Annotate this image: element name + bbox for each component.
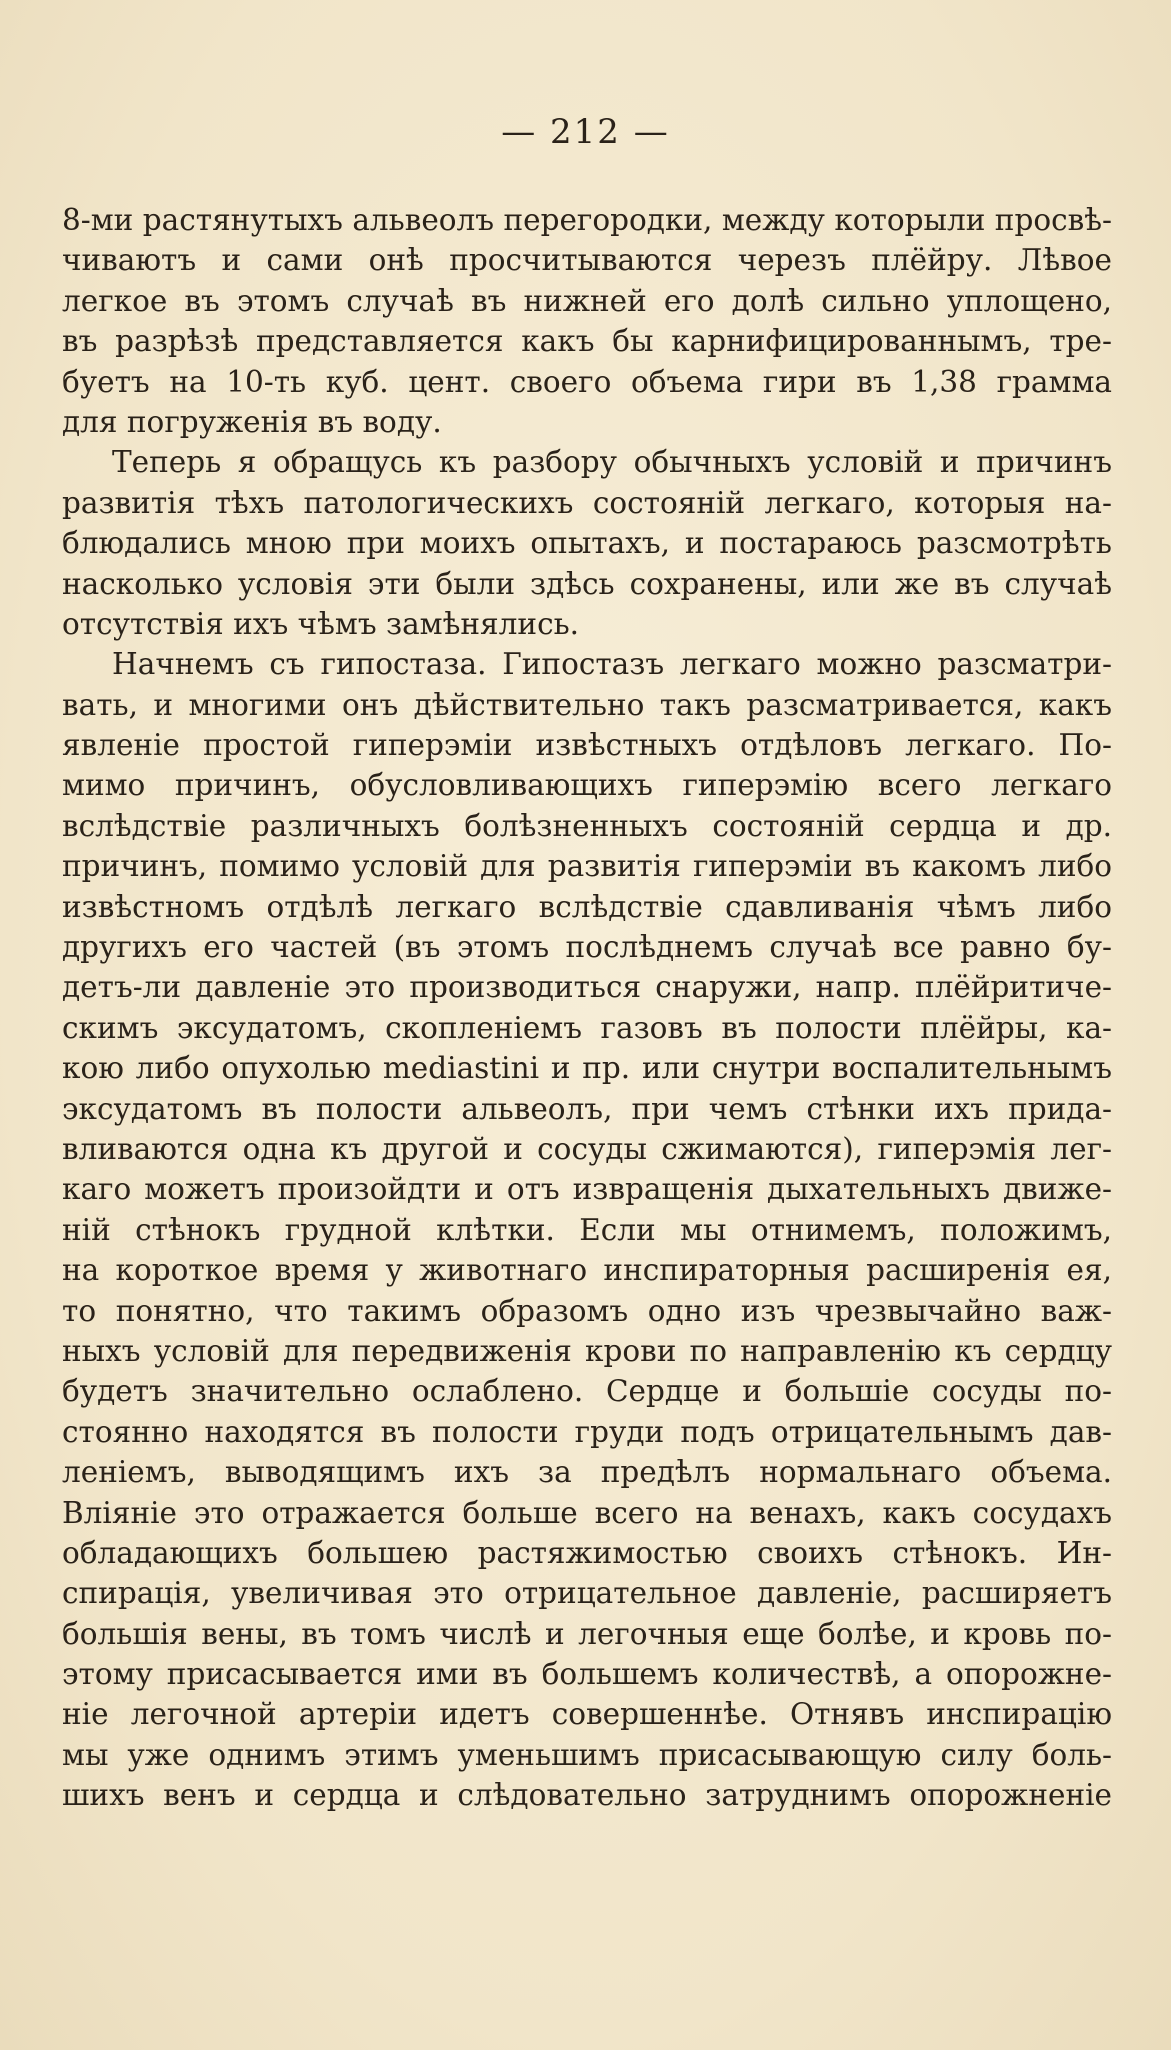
text-line: въ разрѣзѣ представляется какъ бы карнифицированнымъ, тре- bbox=[62, 324, 1112, 359]
text-line: этому присасывается ими въ большемъ количествѣ, а опорожне- bbox=[62, 1657, 1112, 1692]
text-line: чиваютъ и сами онѣ просчитываются черезъ плёйру. Лѣвое bbox=[62, 243, 1112, 278]
text-line: каго можетъ произойдти и отъ извращенія дыхательныхъ движе- bbox=[62, 1172, 1112, 1207]
text-line: вслѣдствіе различныхъ болѣзненныхъ состояній сердца и др. bbox=[62, 808, 1112, 843]
text-line: мимо причинъ, обусловливающихъ гиперэмію всего легкаго bbox=[62, 768, 1112, 803]
text-line: Начнемъ съ гипостаза. Гипостазъ легкаго можно разсматри- bbox=[112, 647, 1112, 682]
text-line: мы уже однимъ этимъ уменьшимъ присасывающую силу боль- bbox=[62, 1737, 1112, 1772]
text-line: буетъ на 10-ть куб. цент. своего объема гири въ 1,38 грамма bbox=[62, 364, 1112, 399]
text-line: на короткое время у животнаго инспираторныя расширенія ея, bbox=[62, 1253, 1112, 1288]
text-line: ныхъ условій для передвиженія крови по направленію къ сердцу bbox=[62, 1333, 1112, 1368]
text-line: эксудатомъ въ полости альвеолъ, при чемъ стѣнки ихъ прида- bbox=[62, 1091, 1112, 1126]
text-line: детъ-ли давленіе это производиться снаружи, напр. плёйритиче- bbox=[62, 970, 1112, 1005]
text-line: леніемъ, выводящимъ ихъ за предѣлъ нормальнаго объема. bbox=[62, 1455, 1112, 1490]
text-line: ній стѣнокъ грудной клѣтки. Если мы отнимемъ, положимъ, bbox=[62, 1212, 1112, 1247]
text-line: причинъ, помимо условій для развитія гиперэміи въ какомъ либо bbox=[62, 849, 1112, 884]
body-text bbox=[62, 200, 1112, 1816]
text-line: для погруженія въ воду. bbox=[62, 404, 442, 439]
text-line: извѣстномъ отдѣлѣ легкаго вслѣдствіе сдавливанія чѣмъ либо bbox=[62, 889, 1112, 924]
text-line: вливаются одна къ другой и сосуды сжимаются), гиперэмія лег- bbox=[62, 1131, 1112, 1166]
text-line: большія вены, въ томъ числѣ и легочныя еще болѣе, и кровь по- bbox=[62, 1616, 1112, 1651]
text-line: скимъ эксудатомъ, скопленіемъ газовъ въ полости плёйры, ка- bbox=[62, 1010, 1112, 1045]
text-line: спирація, увеличивая это отрицательное давленіе, расширяетъ bbox=[62, 1576, 1112, 1611]
text-line: Вліяніе это отражается больше всего на венахъ, какъ сосудахъ bbox=[62, 1495, 1112, 1530]
text-line: Теперь я обращусь къ разбору обычныхъ условій и причинъ bbox=[112, 445, 1112, 480]
text-line: явленіе простой гиперэміи извѣстныхъ отдѣловъ легкаго. По- bbox=[62, 728, 1112, 763]
text-line: обладающихъ большею растяжимостью своихъ стѣнокъ. Ин- bbox=[62, 1535, 1112, 1570]
text-line: шихъ венъ и сердца и слѣдовательно затруднимъ опорожненіе bbox=[62, 1778, 1112, 1813]
text-line: вать, и многими онъ дѣйствительно такъ разсматривается, какъ bbox=[62, 687, 1112, 722]
text-line: ніе легочной артеріи идетъ совершеннѣе. Отнявъ инспирацію bbox=[62, 1697, 1112, 1732]
text-line: насколько условія эти были здѣсь сохранены, или же въ случаѣ bbox=[62, 566, 1112, 601]
text-line: легкое въ этомъ случаѣ въ нижней его долѣ сильно уплощено, bbox=[62, 283, 1112, 318]
page-number: — 212 — bbox=[501, 112, 670, 152]
text-line: блюдались мною при моихъ опытахъ, и постараюсь разсмотрѣть bbox=[62, 526, 1112, 561]
text-line: будетъ значительно ослаблено. Сердце и большіе сосуды по- bbox=[62, 1374, 1112, 1409]
text-line: 8-ми растянутыхъ альвеолъ перегородки, между которыли просвѣ- bbox=[62, 203, 1112, 237]
text-line: кою либо опухолью mediastini и пр. или снутри воспалительнымъ bbox=[62, 1051, 1112, 1086]
text-line: отсутствія ихъ чѣмъ замѣнялись. bbox=[62, 606, 580, 641]
text-line: развитія тѣхъ патологическихъ состояній легкаго, которыя на- bbox=[62, 485, 1112, 520]
text-line: другихъ его частей (въ этомъ послѣднемъ случаѣ все равно бу- bbox=[62, 930, 1112, 965]
text-line: стоянно находятся въ полости груди подъ отрицательнымъ дав- bbox=[62, 1414, 1112, 1449]
text-line: то понятно, что такимъ образомъ одно изъ чрезвычайно важ- bbox=[62, 1293, 1112, 1328]
